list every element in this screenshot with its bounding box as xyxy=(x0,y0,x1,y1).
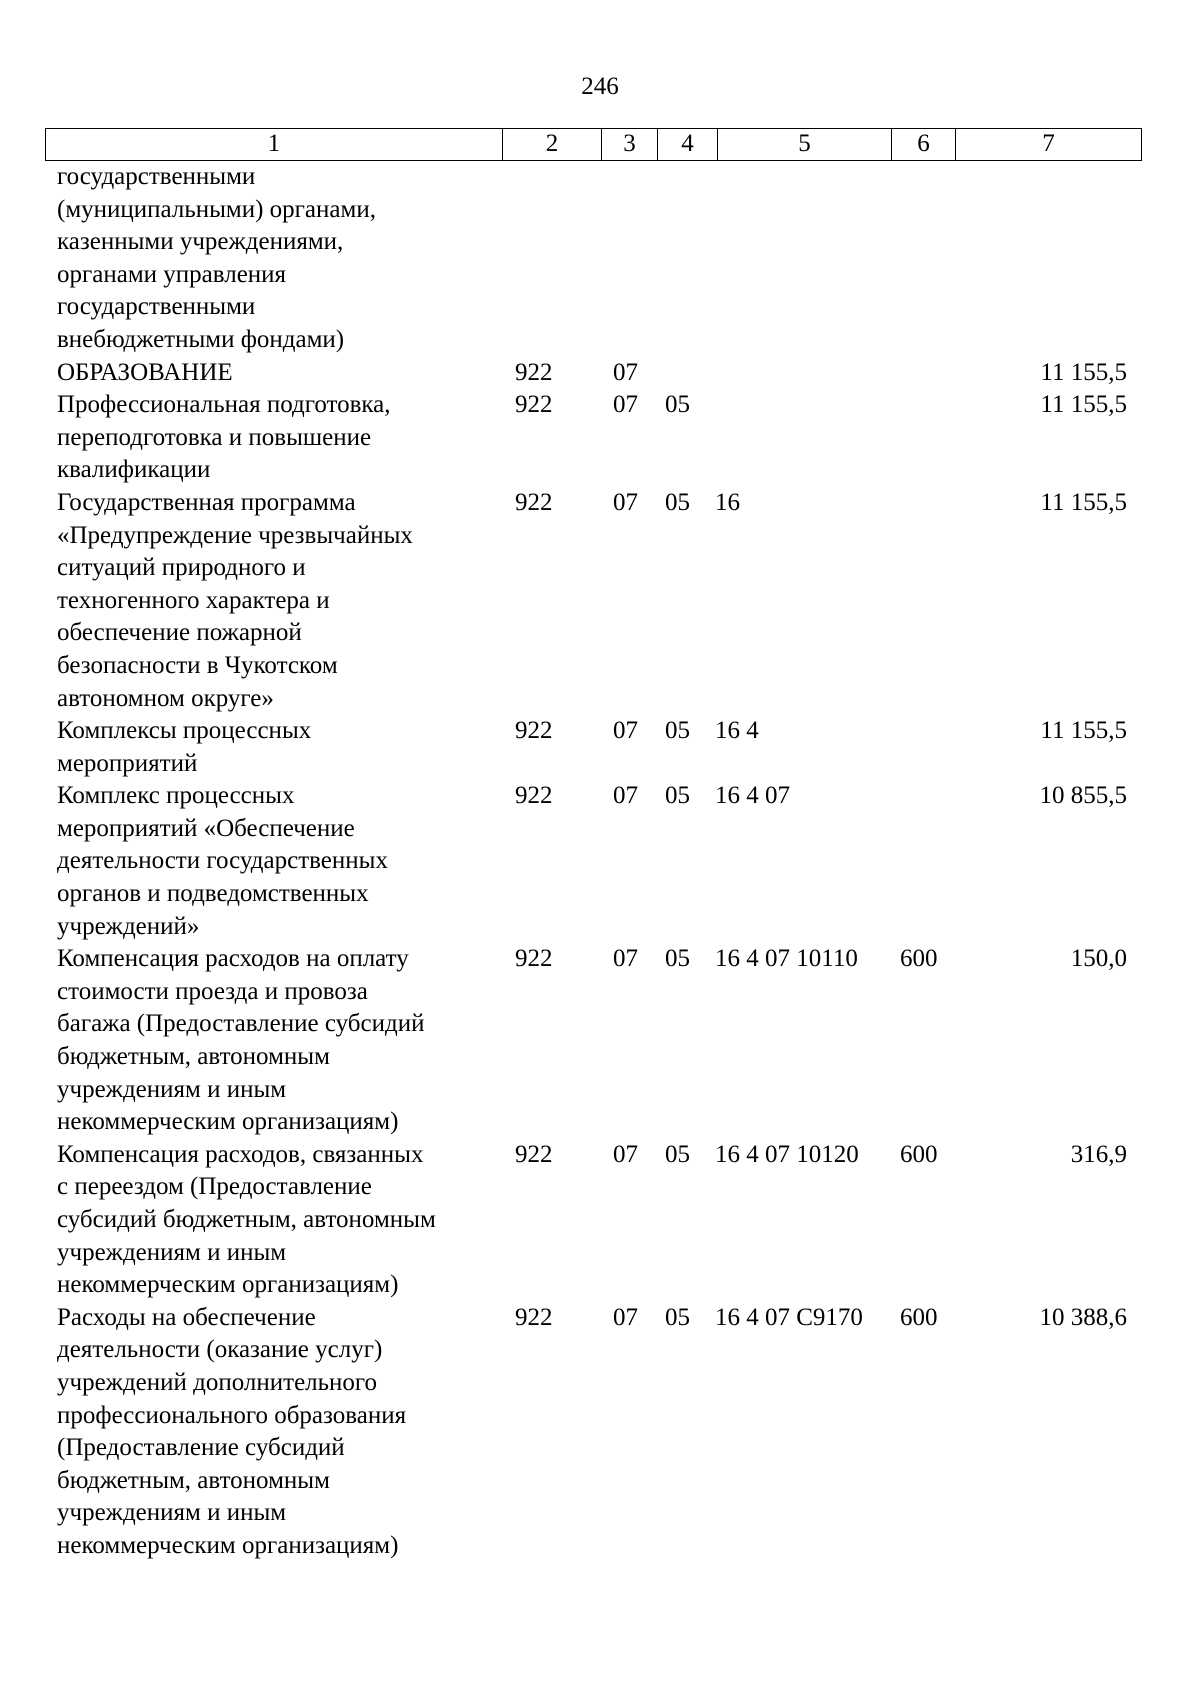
subsection-code xyxy=(665,357,715,390)
subsection-code: 05 xyxy=(665,1303,690,1331)
row-description: государственными (муниципальными) органами, казенными учреждениями, органами управления государственными внебюджетными фондами) xyxy=(57,163,376,353)
section-code: 07 xyxy=(613,782,638,810)
amount-value: 11 155,5 xyxy=(1040,717,1127,745)
row-description: ОБРАЗОВАНИЕ xyxy=(57,358,233,386)
table-row xyxy=(57,389,1127,487)
amount-value: 316,9 xyxy=(1070,1140,1127,1168)
target-article-code xyxy=(715,357,900,390)
target-article-code: 16 4 07 xyxy=(715,782,790,810)
target-article-code: 16 4 xyxy=(715,717,759,745)
row-description: Комплекс процессных мероприятий «Обеспечение деятельности государственных органов и подведомственных учреждений» xyxy=(57,782,388,940)
target-article-code xyxy=(715,389,900,487)
section-code xyxy=(613,161,665,357)
expense-type-code xyxy=(900,715,970,780)
expense-type-code xyxy=(900,780,970,943)
row-description: Государственная программа «Предупреждение чрезвычайных ситуаций природного и техногенного характера и обеспечение пожарной безопасности в Чукотском автономном округе» xyxy=(57,488,413,712)
target-article-code: 16 4 07 10110 xyxy=(715,945,858,973)
ministry-code: 922 xyxy=(515,717,553,745)
section-code: 07 xyxy=(613,391,638,419)
section-code: 07 xyxy=(613,717,638,745)
amount-value: 11 155,5 xyxy=(1040,358,1127,386)
ministry-code: 922 xyxy=(515,1140,553,1168)
section-code: 07 xyxy=(613,358,638,386)
ministry-code: 922 xyxy=(515,488,553,516)
section-code: 07 xyxy=(613,945,638,973)
expense-type-code xyxy=(900,389,970,487)
section-code: 07 xyxy=(613,488,638,516)
table-row xyxy=(57,943,1127,1139)
subsection-code: 05 xyxy=(665,391,690,419)
row-description: Комплексы процессных мероприятий xyxy=(57,717,312,777)
expense-type-code: 600 xyxy=(900,1303,938,1331)
table-row xyxy=(57,1302,1127,1563)
row-description: Расходы на обеспечение деятельности (оказание услуг) учреждений дополнительного профессионального образования (Предоставление субсидий бюджетным, автономным учреждениям и иным некоммерческим организациям) xyxy=(57,1303,407,1559)
subsection-code: 05 xyxy=(665,1140,690,1168)
amount-value: 10 388,6 xyxy=(1039,1303,1127,1331)
subsection-code: 05 xyxy=(665,945,690,973)
target-article-code: 16 4 07 10120 xyxy=(715,1140,859,1168)
row-description: Компенсация расходов на оплату стоимости проезда и провоза багажа (Предоставление субсидий бюджетным, автономным учреждениям и иным некоммерческим организациям) xyxy=(57,945,425,1136)
amount-value: 10 855,5 xyxy=(1039,782,1127,810)
target-article-code xyxy=(715,161,900,357)
column-header-3: 3 xyxy=(602,129,658,160)
ministry-code: 922 xyxy=(515,1303,553,1331)
table-row xyxy=(57,715,1127,780)
column-header-2: 2 xyxy=(503,129,602,160)
table-row xyxy=(57,161,1127,357)
column-header-6: 6 xyxy=(892,129,956,160)
expense-type-code xyxy=(900,487,970,715)
section-code: 07 xyxy=(613,1140,638,1168)
ministry-code: 922 xyxy=(515,358,553,386)
amount-value: 11 155,5 xyxy=(1040,488,1127,516)
target-article-code: 16 4 07 С9170 xyxy=(715,1303,863,1331)
expense-type-code: 600 xyxy=(900,1140,938,1168)
subsection-code: 05 xyxy=(665,717,690,745)
ministry-code: 922 xyxy=(515,391,553,419)
expense-type-code: 600 xyxy=(900,945,938,973)
row-description: Компенсация расходов, связанных с переездом (Предоставление субсидий бюджетным, автономным учреждениям и иным некоммерческим организациям) xyxy=(57,1140,436,1299)
amount-value: 150,0 xyxy=(1070,945,1127,973)
amount-value xyxy=(970,161,1127,357)
table-column-header-row xyxy=(45,128,1142,161)
table-row xyxy=(57,1139,1127,1302)
ministry-code: 922 xyxy=(515,782,553,810)
expense-type-code xyxy=(900,161,970,357)
table-row xyxy=(57,357,1127,390)
amount-value: 11 155,5 xyxy=(1040,391,1127,419)
row-description: Профессиональная подготовка, переподготовка и повышение квалификации xyxy=(57,391,391,484)
table-row xyxy=(57,487,1127,715)
subsection-code: 05 xyxy=(665,782,690,810)
ministry-code: 922 xyxy=(515,945,553,973)
expense-type-code xyxy=(900,357,970,390)
table-row xyxy=(57,780,1127,943)
subsection-code: 05 xyxy=(665,488,690,516)
column-header-7: 7 xyxy=(1042,130,1055,157)
page-number: 246 xyxy=(581,73,619,100)
target-article-code: 16 xyxy=(715,488,740,516)
column-header-1: 1 xyxy=(46,129,503,160)
section-code: 07 xyxy=(613,1303,638,1331)
column-header-4: 4 xyxy=(658,129,718,160)
budget-table-body xyxy=(57,161,1127,1563)
ministry-code xyxy=(515,161,613,357)
column-header-5: 5 xyxy=(718,129,892,160)
subsection-code xyxy=(665,161,715,357)
